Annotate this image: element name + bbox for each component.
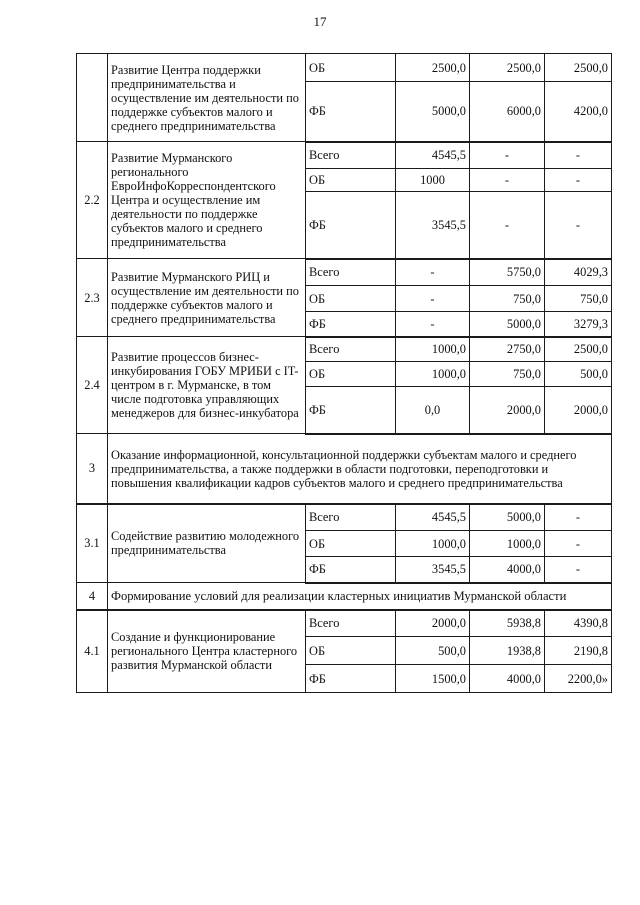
value-cell: 2200,0» [545,665,612,693]
funding-source: ОБ [306,286,396,312]
funding-source: Всего [306,610,396,637]
table-row [77,259,612,286]
row-number: 3 [77,434,108,504]
value-cell: 5000,0 [470,312,545,337]
table-row [77,610,612,637]
activity-name: Развитие Мурманского РИЦ и осуществление им деятельности по поддержке субъектов малого и среднего предпринимательства [108,259,306,337]
value-cell: 2500,0 [545,54,612,82]
value-cell: 3279,3 [545,312,612,337]
activity-name: Развитие Центра поддержки предпринимательства и осуществление им деятельности по поддержке субъектов малого и среднего предпринимательства [108,54,306,142]
value-cell: 2190,8 [545,637,612,665]
funding-source: Всего [306,337,396,362]
value-cell: 4029,3 [545,259,612,286]
value-cell: - [545,169,612,192]
section-heading: Оказание информационной, консультационной поддержки субъектам малого и среднего предпринимательства, а также поддержки в области подготовки, переподготовки и повышения квалификации кадров субъектов малого и среднего предпринимательства [108,434,612,504]
funding-source: Всего [306,259,396,286]
value-cell: 1938,8 [470,637,545,665]
activity-name: Развитие процессов бизнес-инкубирования ГОБУ МРИБИ с IT-центром в г. Мурманске, в том числе подготовка управляющих менеджеров для бизнес-инкубатора [108,337,306,434]
value-cell: 1000,0 [396,531,470,557]
section-row [77,434,612,504]
value-cell: 1000,0 [470,531,545,557]
value-cell: 5750,0 [470,259,545,286]
value-cell: 2750,0 [470,337,545,362]
value-cell: 4000,0 [470,557,545,583]
value-cell: - [396,259,470,286]
value-cell: 750,0 [470,286,545,312]
value-cell: 0,0 [396,387,470,434]
value-cell: 2000,0 [396,610,470,637]
value-cell: - [470,142,545,169]
activity-name: Содействие развитию молодежного предпринимательства [108,504,306,583]
value-cell: 1000 [396,169,470,192]
funding-source: ОБ [306,54,396,82]
value-cell: 750,0 [470,362,545,387]
value-cell: 500,0 [396,637,470,665]
value-cell: 4390,8 [545,610,612,637]
activity-name: Развитие Мурманского регионального ЕвроИнфоКорреспондентского Центра и осуществление им деятельности по поддержке субъектов малого и среднего предпринимательства [108,142,306,259]
value-cell: 1000,0 [396,362,470,387]
funding-source: ОБ [306,531,396,557]
funding-source: ФБ [306,665,396,693]
value-cell: - [470,169,545,192]
section-row [77,583,612,610]
value-cell: 1500,0 [396,665,470,693]
table-row [77,142,612,169]
value-cell: 4545,5 [396,142,470,169]
value-cell: 2500,0 [545,337,612,362]
table-row [77,337,612,362]
value-cell: 5000,0 [470,504,545,531]
budget-table [76,53,612,693]
row-number: 3.1 [77,504,108,583]
row-number [77,54,108,142]
value-cell: - [545,192,612,259]
page-number: 17 [313,14,327,29]
value-cell: 4545,5 [396,504,470,531]
value-cell: 4000,0 [470,665,545,693]
row-number: 4.1 [77,610,108,693]
value-cell: 5938,8 [470,610,545,637]
value-cell: 750,0 [545,286,612,312]
value-cell: 6000,0 [470,82,545,142]
funding-source: Всего [306,142,396,169]
funding-source: ФБ [306,192,396,259]
table-row [77,504,612,531]
value-cell: 3545,5 [396,192,470,259]
value-cell: 2000,0 [545,387,612,434]
funding-source: ОБ [306,169,396,192]
value-cell: 2500,0 [396,54,470,82]
value-cell: 500,0 [545,362,612,387]
activity-name: Создание и функционирование регионального Центра кластерного развития Мурманской области [108,610,306,693]
value-cell: 2000,0 [470,387,545,434]
funding-source: ФБ [306,387,396,434]
value-cell: - [396,312,470,337]
funding-source: Всего [306,504,396,531]
value-cell: 3545,5 [396,557,470,583]
row-number: 2.2 [77,142,108,259]
row-number: 2.3 [77,259,108,337]
value-cell: - [545,531,612,557]
value-cell: - [545,557,612,583]
value-cell: - [396,286,470,312]
value-cell: 2500,0 [470,54,545,82]
funding-source: ОБ [306,637,396,665]
table-row [77,54,612,82]
value-cell: - [470,192,545,259]
section-heading: Формирование условий для реализации кластерных инициатив Мурманской области [108,583,612,610]
value-cell: - [545,504,612,531]
funding-source: ФБ [306,82,396,142]
row-number: 2.4 [77,337,108,434]
value-cell: - [545,142,612,169]
funding-source: ФБ [306,557,396,583]
funding-source: ОБ [306,362,396,387]
funding-source: ФБ [306,312,396,337]
row-number: 4 [77,583,108,610]
value-cell: 1000,0 [396,337,470,362]
value-cell: 5000,0 [396,82,470,142]
value-cell: 4200,0 [545,82,612,142]
